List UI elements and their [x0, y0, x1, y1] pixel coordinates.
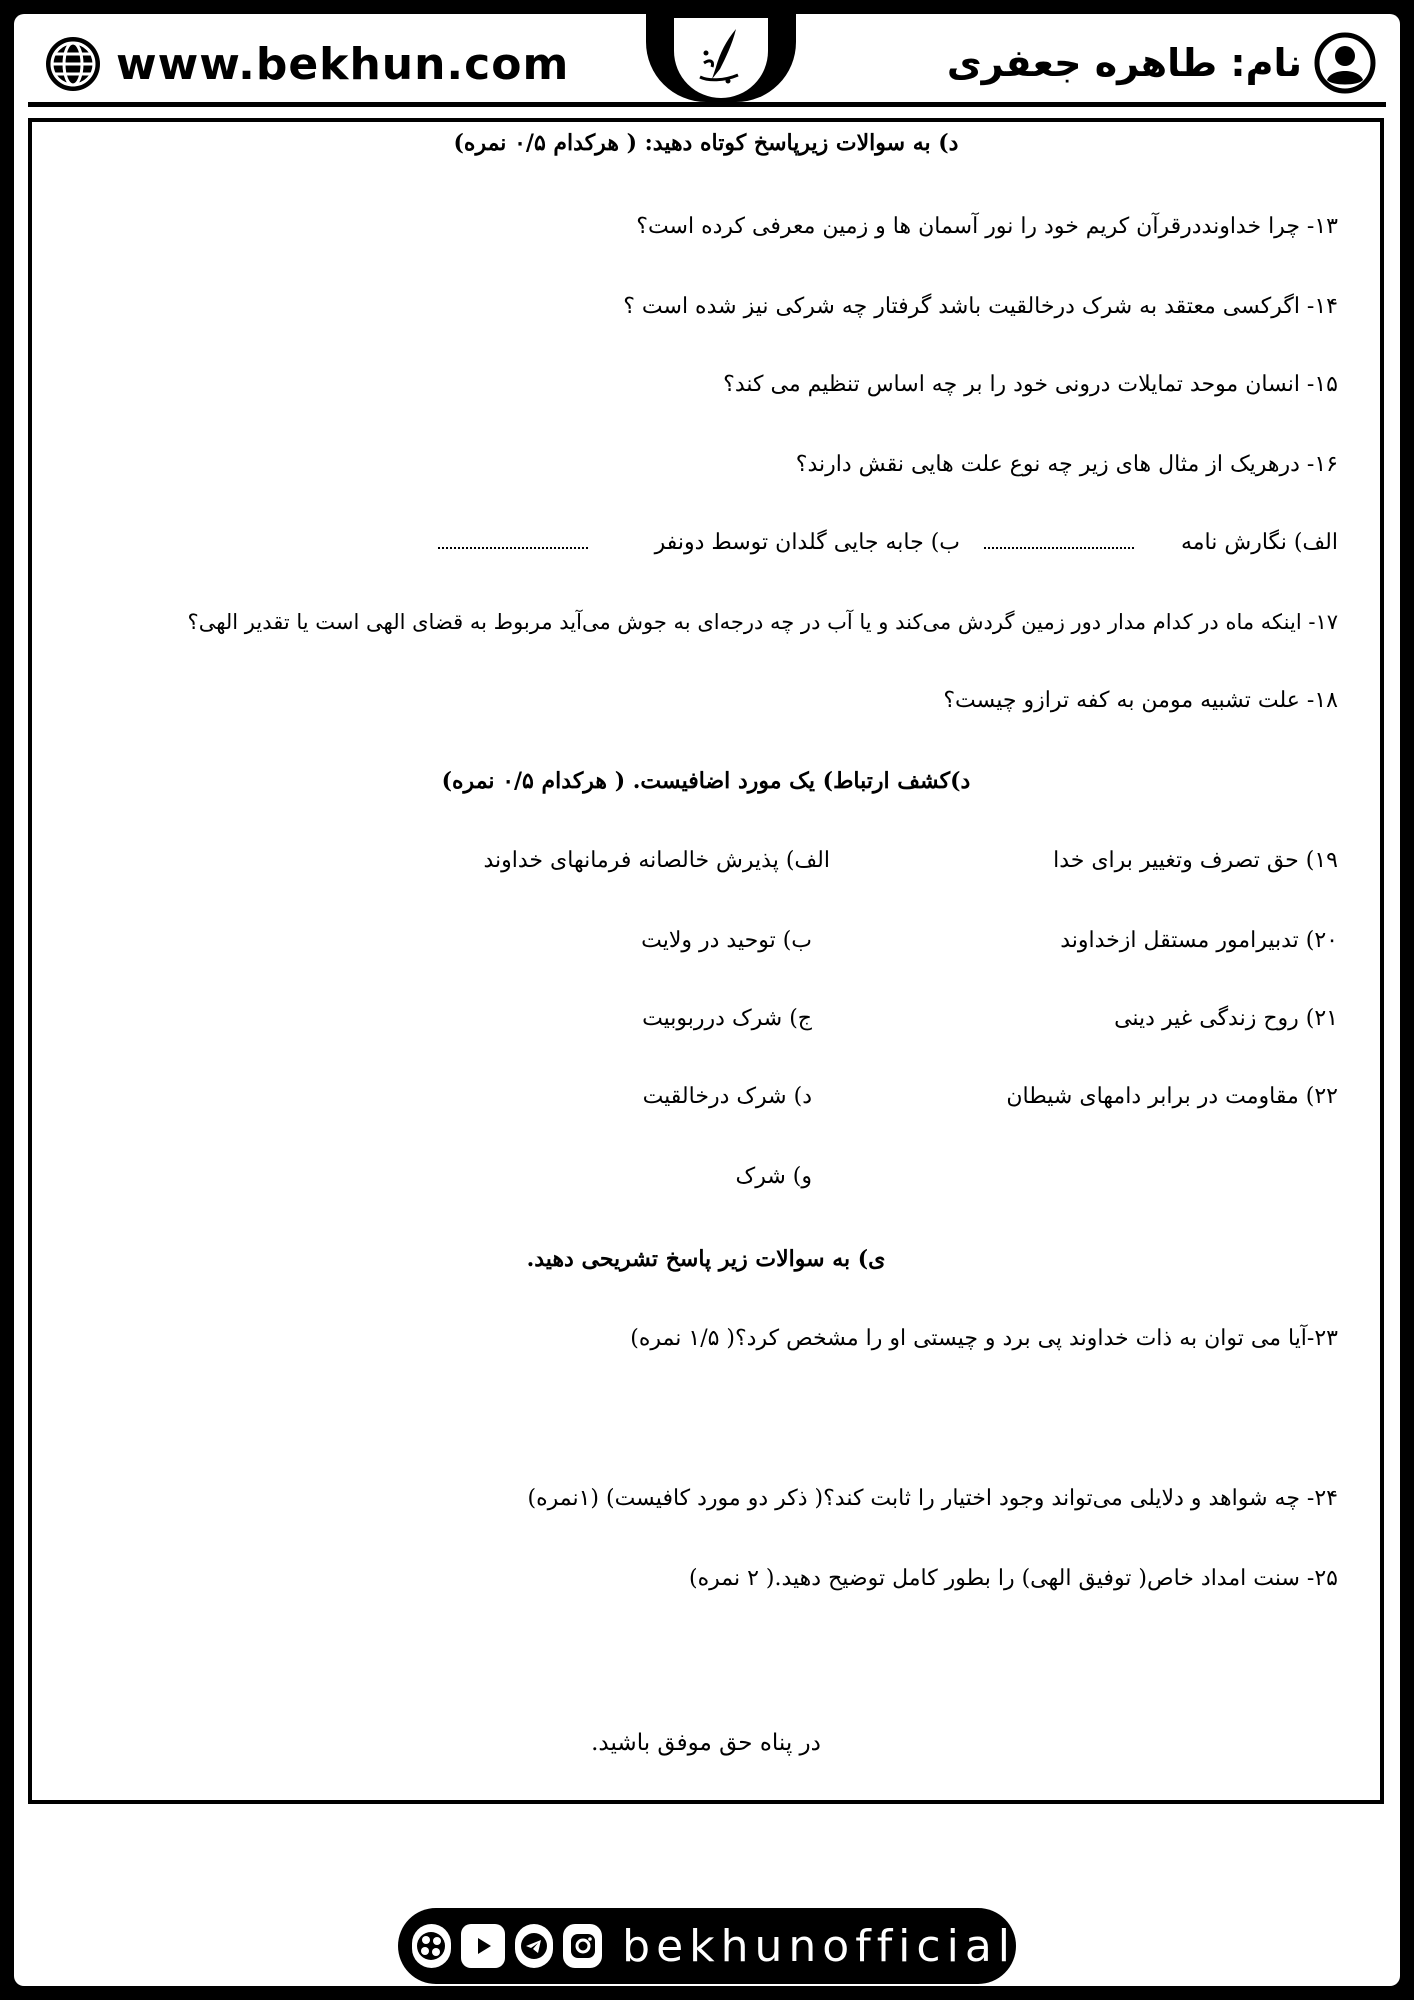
matching-right-be: ب) توحید در ولایت: [641, 928, 812, 953]
student-name-block: [947, 28, 1376, 98]
youtube-icon[interactable]: [461, 1924, 505, 1968]
closing-message: در پناه حق موفق باشید.: [591, 1730, 821, 1756]
social-handle[interactable]: bekhunofficial: [622, 1920, 1017, 1972]
q16-b-blank[interactable]: [438, 547, 588, 549]
question-23: ۲۳-آیا می توان به ذات خداوند پی برد و چیستی او را مشخص کرد؟( ۱/۵ نمره): [630, 1326, 1338, 1351]
instagram-icon[interactable]: [563, 1924, 602, 1968]
student-name: نام: طاهره جعفری: [946, 41, 1302, 85]
logo: [674, 18, 768, 98]
exam-frame: [28, 118, 1384, 1804]
question-16-a: [984, 530, 1338, 555]
bekhun-logo-icon: [686, 23, 756, 93]
question-18: ۱۸- علت تشبیه مومن به کفه ترازو چیست؟: [943, 688, 1338, 713]
question-15: ۱۵- انسان موحد تمایلات درونی خود را بر چه اساس تنظیم می کند؟: [723, 372, 1338, 397]
matching-right-vav: و) شرک: [735, 1164, 812, 1189]
header-divider: [28, 102, 1386, 107]
matching-title: د)کشف ارتباط) یک مورد اضافیست. ( هرکدام ۰/۵ نمره): [441, 768, 971, 794]
telegram-icon[interactable]: [515, 1924, 554, 1968]
social-footer: [398, 1908, 1016, 1984]
question-16: ۱۶- درهریک از مثال های زیر چه نوع علت هایی نقش دارند؟: [795, 452, 1338, 477]
aparat-icon[interactable]: [412, 1924, 451, 1968]
question-13: ۱۳- چرا خداونددرقرآن کریم خود را نور آسمان ها و زمین معرفی کرده است؟: [636, 214, 1338, 239]
matching-left-19: ۱۹) حق تصرف وتغییر برای خدا: [1053, 848, 1338, 873]
question-25: ۲۵- سنت امداد خاص( توفیق الهی) را بطور کامل توضیح دهید.( ۲ نمره): [689, 1566, 1338, 1591]
section-y-title: ی) به سوالات زیر پاسخ تشریحی دهید.: [526, 1246, 886, 1272]
site-url: www.bekhun.com: [116, 38, 570, 90]
matching-left-20: ۲۰) تدبیرامور مستقل ازخداوند: [1060, 928, 1338, 953]
q16-a-label: الف) نگارش نامه: [1180, 530, 1338, 555]
section-d-title: د) به سوالات زیرپاسخ کوتاه دهید: ( هرکدام ۰/۵ نمره): [453, 130, 959, 156]
question-17: ۱۷- اینکه ماه در کدام مدار دور زمین گردش می‌کند و یا آب در چه درجه‌ای به جوش می‌آید مربوط به قضای الهی است یا تقدیر الهی؟: [187, 610, 1338, 634]
matching-left-21: ۲۱) روح زندگی غیر دینی: [1114, 1006, 1338, 1031]
q16-b-label: ب) جابه جایی گلدان توسط دونفر: [654, 530, 960, 555]
site-link[interactable]: [44, 32, 569, 96]
q16-a-blank[interactable]: [984, 547, 1134, 549]
user-icon: [1314, 32, 1376, 94]
question-16-b: [438, 530, 960, 555]
matching-right-jim: ج) شرک درربوبیت: [642, 1006, 812, 1031]
question-14: ۱۴- اگرکسی معتقد به شرک درخالقیت باشد گرفتار چه شرکی نیز شده است ؟: [623, 294, 1338, 319]
matching-right-alef: الف) پذیرش خالصانه فرمانهای خداوند: [483, 848, 830, 873]
globe-icon: [44, 35, 102, 93]
matching-right-dal: د) شرک درخالقیت: [642, 1084, 812, 1109]
question-24: ۲۴- چه شواهد و دلایلی می‌تواند وجود اختیار را ثابت کند؟( ذکر دو مورد کافیست) (۱نمره): [527, 1486, 1338, 1511]
matching-left-22: ۲۲) مقاومت در برابر دامهای شیطان: [1006, 1084, 1338, 1109]
